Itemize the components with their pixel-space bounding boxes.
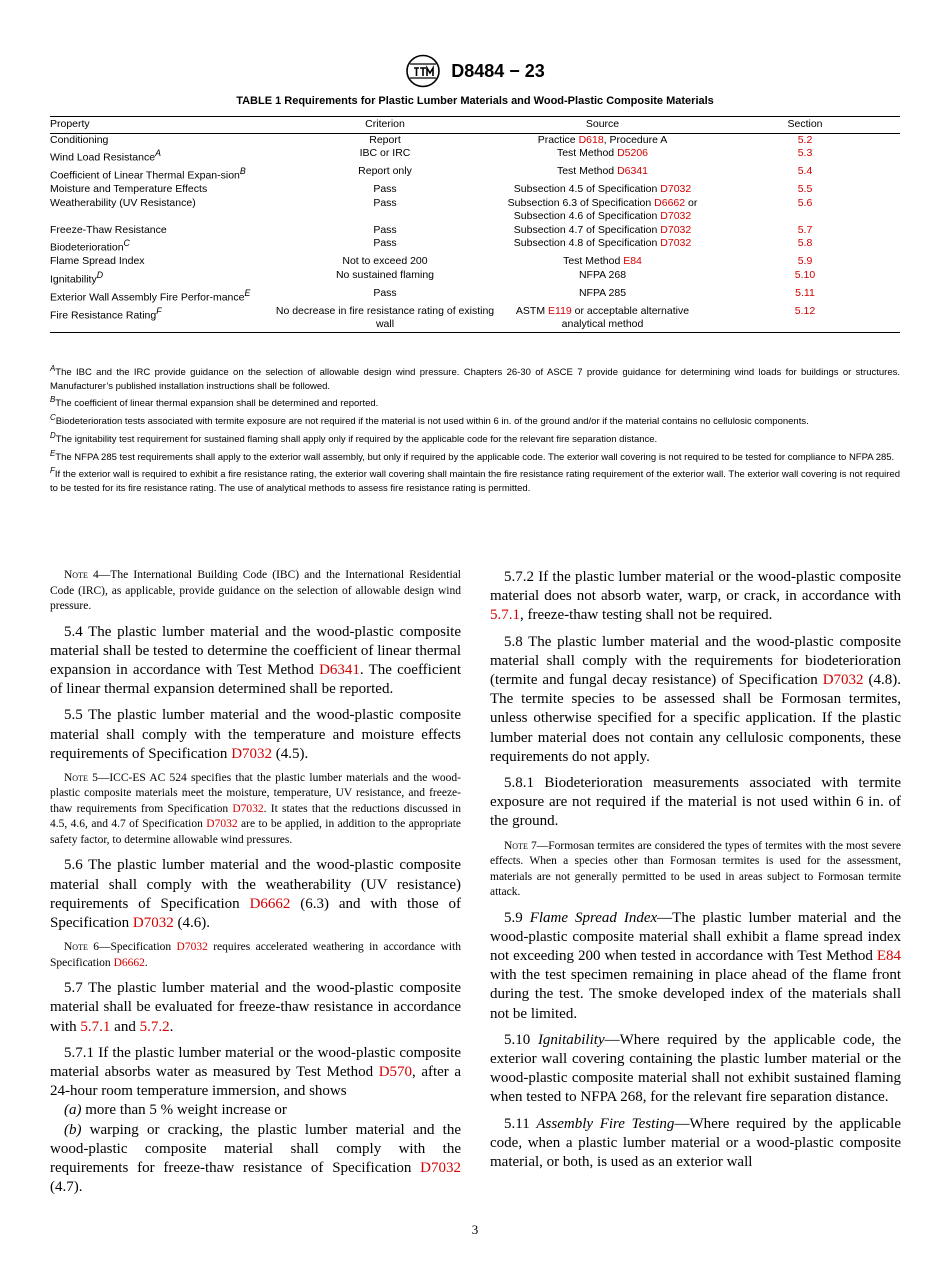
table-row: [50, 133, 900, 147]
cell-property: Conditioning: [50, 133, 109, 146]
cell-source: NFPA 268: [578, 268, 627, 281]
cell-section[interactable]: 5.5: [797, 183, 813, 195]
table-row: [50, 305, 900, 333]
cell-section[interactable]: 5.3: [797, 147, 813, 159]
cell-criterion: Not to exceed 200: [342, 255, 428, 267]
cell-section[interactable]: 5.7: [797, 223, 813, 236]
cell-property: Moisture and Temperature Effects: [50, 183, 208, 195]
body-paragraph: 5.8 The plastic lumber material and the wood-plastic composite material shall comply with the requirements for biodeterioration (termite and fungal decay resistance) of Specification D7032 (4.8). The termite species to be assessed shall be Formosan termites, unless otherwise specified for a specific application. If the plastic lumber material does not contain any cellulosic components, these requirements do not apply.: [490, 633, 901, 765]
reference-link[interactable]: D6662: [249, 895, 291, 912]
cell-property: Ignitability$^D$: [50, 269, 104, 285]
reference-link[interactable]: D5206: [617, 147, 649, 159]
body-paragraph: 5.6 The plastic lumber material and the wood-plastic composite material shall comply with the weatherability (UV resistance) requirements of Specification D6662 (6.3) and with those of Specification D7032 (4.6).: [50, 857, 461, 932]
table-footnotes: [50, 362, 900, 496]
reference-link[interactable]: D7032: [132, 915, 174, 932]
cell-property: Weatherability (UV Resistance): [50, 196, 196, 209]
body-paragraph: 5.5 The plastic lumber material and the wood-plastic composite material shall comply with the temperature and moisture effects requirements of Specification D7032 (4.5).: [50, 707, 461, 762]
cell-property: Wind Load Resistance$^A$: [50, 148, 161, 164]
cell-source: NFPA 285: [578, 286, 627, 299]
reference-link[interactable]: 5.7.2: [139, 1018, 170, 1035]
table-row: [50, 255, 900, 269]
left-text-column: [50, 568, 461, 1197]
header-criterion: Criterion: [365, 118, 405, 130]
cell-section[interactable]: 5.11: [795, 286, 815, 299]
cell-criterion: Pass: [373, 183, 397, 195]
cell-property: Fire Resistance Rating$^F$: [50, 305, 162, 321]
cell-criterion: IBC or IRC: [359, 147, 411, 159]
cell-criterion: Pass: [373, 286, 397, 299]
reference-link[interactable]: D7032: [176, 941, 208, 954]
body-paragraph: 5.4 The plastic lumber material and the wood-plastic composite material shall be tested to determine the coefficient of linear thermal expansion in accordance with Test Method D6341. The coefficient of linear thermal expansion determined shall be reported.: [50, 623, 461, 698]
cell-source: Subsection 4.7 of Specification D7032: [513, 223, 692, 236]
cell-section[interactable]: 5.6: [797, 196, 813, 209]
reference-link[interactable]: E84: [623, 255, 642, 267]
footnote: $^B$The coefficient of linear thermal expansion shall be determined and reported.: [50, 395, 379, 410]
cell-criterion: Pass: [373, 223, 397, 236]
note-paragraph: Note 5—ICC-ES AC 524 specifies that the plastic lumber materials and the wood-plastic composite materials meet the moisture, temperature, UV resistance, and freeze-thaw requirements from Specification D7032. It states that the reductions discussed in 4.5, 4.6, and 4.7 of Specification D7032 are to be applied, in addition to the appropriate safety factor, to determine allowable wind pressures.: [50, 771, 461, 846]
header-section: Section: [787, 118, 823, 130]
right-text-column: [490, 568, 901, 1179]
cell-source: Practice D618, Procedure A: [537, 133, 668, 146]
cell-property: Coefficient of Linear Thermal Expan-sion$^B$: [50, 166, 246, 182]
table-row: [50, 197, 900, 224]
table-row: [50, 147, 900, 165]
body-paragraph: 5.7.2 If the plastic lumber material or the wood-plastic composite material does not absorb water, warp, or crack, in accordance with 5.7.1, freeze-thaw testing shall not be required.: [490, 569, 901, 624]
cell-section[interactable]: 5.2: [797, 133, 813, 146]
reference-link[interactable]: D6341: [617, 165, 649, 177]
reference-link[interactable]: D618: [578, 133, 604, 146]
document-id: D8484 − 23: [451, 60, 545, 81]
table-caption: TABLE 1 Requirements for Plastic Lumber Materials and Wood-Plastic Composite Materials: [236, 95, 714, 107]
reference-link[interactable]: E119: [548, 304, 572, 317]
reference-link[interactable]: 5.7.1: [490, 607, 520, 624]
cell-criterion: Report only: [358, 165, 412, 177]
cell-source: Subsection 4.8 of Specification D7032: [513, 237, 692, 249]
reference-link[interactable]: D6341: [319, 661, 360, 678]
footnote: $^F$If the exterior wall is required to exhibit a fire resistance rating, the exterior wall covering shall maintain the fire resistance rating requirement of the exterior wall. The exterior wall covering is not required to be tested for its fire resistance rating. The use of analytical methods to assess fire resistance rating is permitted.: [50, 466, 900, 495]
cell-criterion: Pass: [373, 196, 397, 209]
cell-section[interactable]: 5.9: [797, 255, 813, 267]
body-paragraph: 5.8.1 Biodeterioration measurements associated with termite exposure are not required if the material is not used within 6 in. of the ground.: [490, 775, 901, 830]
cell-criterion: Pass: [373, 237, 397, 249]
reference-link[interactable]: D7032: [660, 223, 692, 236]
cell-criterion: No decrease in fire resistance rating of existing wall: [275, 304, 495, 330]
page-header: [0, 54, 950, 88]
body-paragraph: 5.9 Flame Spread Index—The plastic lumber material and the wood-plastic composite material shall exhibit a flame spread index not exceeding 200 when tested in accordance with Test Method E84 with the test specimen remaining in place ahead of the flame front during the test. The smoke developed index of the materials shall not be limited.: [490, 909, 901, 1022]
table-header-row: [50, 117, 900, 134]
cell-section[interactable]: 5.12: [794, 304, 816, 317]
cell-source: Test Method D6341: [556, 165, 649, 177]
reference-link[interactable]: D6662: [654, 196, 686, 209]
requirements-table: [50, 116, 900, 333]
reference-link[interactable]: D7032: [231, 745, 273, 762]
cell-criterion: Report: [369, 133, 401, 146]
cell-source: Subsection 6.3 of Specification D6662 or Subsection 4.6 of Specification D7032: [507, 196, 698, 222]
footnote: $^A$The IBC and the IRC provide guidance on the selection of allowable design wind pressure. Chapters 26-30 of ASCE 7 provide guidance for determining wind loads for buildings or structures. Manufacturer’s published installation instructions shall be followed.: [50, 364, 900, 392]
reference-link[interactable]: D7032: [822, 672, 864, 689]
table-row: [50, 165, 900, 183]
cell-section[interactable]: 5.8: [797, 237, 813, 249]
table-body: [50, 133, 900, 332]
reference-link[interactable]: D7032: [420, 1160, 461, 1177]
header-property: Property: [50, 118, 90, 130]
cell-source: Test Method D5206: [556, 147, 649, 159]
reference-link[interactable]: 5.7.1: [80, 1018, 111, 1035]
note-paragraph: Note 6—Specification D7032 requires accelerated weathering in accordance with Specification D6662.: [50, 941, 461, 969]
astm-logo-icon: [405, 54, 441, 88]
cell-source: Test Method E84: [563, 255, 642, 267]
header-source: Source: [585, 118, 620, 130]
cell-property: Biodeterioration$^C$: [50, 238, 130, 254]
reference-link[interactable]: D7032: [206, 818, 238, 831]
cell-section[interactable]: 5.10: [794, 268, 816, 281]
reference-link[interactable]: D7032: [660, 237, 692, 249]
table-row: [50, 269, 900, 287]
footnote: $^E$The NFPA 285 test requirements shall apply to the exterior wall assembly, but only if required by the applicable code. The exterior wall covering is not required to be tested for compliance to NFPA 285.: [50, 448, 895, 463]
reference-link[interactable]: D570: [378, 1064, 413, 1081]
cell-property: Flame Spread Index: [50, 255, 145, 267]
note-paragraph: Note 4—The International Building Code (IBC) and the International Residential Code (IRC), as applicable, provide guidance on the selection of allowable design wind pressure.: [50, 569, 461, 612]
page-number: 3: [471, 1222, 479, 1237]
reference-link[interactable]: E84: [876, 948, 901, 965]
cell-criterion: No sustained flaming: [335, 268, 435, 281]
reference-link[interactable]: D6662: [113, 956, 145, 969]
body-paragraph: 5.10 Ignitability—Where required by the applicable code, the exterior wall covering containing the plastic lumber material or the wood-plastic composite material shall not exhibit sustained flaming when tested to NFPA 268, for the relevant fire separation distance.: [490, 1031, 901, 1106]
note-paragraph: Note 7—Formosan termites are considered the types of termites with the most severe effects. When a species other than Formosan termites is used for the assessment, materials are not generally permitted to be used in areas subject to Formosan termite attack.: [490, 839, 901, 899]
reference-link[interactable]: D7032: [232, 802, 264, 815]
cell-property: Exterior Wall Assembly Fire Perfor-mance$^E$: [50, 287, 251, 303]
footnote: $^C$Biodeterioration tests associated with termite exposure are not required if the material is not used within 6 in. of the ground and/or if the material contains no cellulosic components.: [50, 413, 809, 428]
cell-source: ASTM E119 or acceptable alternative analytical method: [515, 304, 690, 330]
table-row: [50, 237, 900, 255]
reference-link[interactable]: D7032: [660, 183, 692, 195]
table-row: [50, 224, 900, 238]
footnote: $^D$The ignitability test requirement for sustained flaming shall apply only if required by the applicable code for the relevant fire separation distance.: [50, 430, 658, 445]
table-row: [50, 287, 900, 305]
body-paragraph: 5.7 The plastic lumber material and the wood-plastic composite material shall be evaluated for freeze-thaw resistance in accordance with 5.7.1 and 5.7.2.: [50, 980, 461, 1035]
cell-source: Subsection 4.5 of Specification D7032: [513, 183, 692, 195]
cell-section[interactable]: 5.4: [797, 165, 813, 177]
body-paragraph: (a) more than 5 % weight increase or: [64, 1102, 287, 1119]
body-paragraph: 5.7.1 If the plastic lumber material or the wood-plastic composite material absorbs water as measured by Test Method D570, after a 24-hour room temperature immersion, and shows: [50, 1044, 461, 1100]
cell-property: Freeze-Thaw Resistance: [50, 223, 167, 236]
body-paragraph: (b) warping or cracking, the plastic lumber material and the wood-plastic composite material shall comply with the requirements for freeze-thaw resistance of Specification D7032 (4.7).: [50, 1121, 461, 1196]
reference-link[interactable]: D7032: [660, 210, 692, 222]
body-paragraph: 5.11 Assembly Fire Testing—Where required by the applicable code, when a plastic lumber material or a wood-plastic composite material, or both, is used as an exterior wall: [490, 1115, 902, 1171]
table-row: [50, 183, 900, 197]
